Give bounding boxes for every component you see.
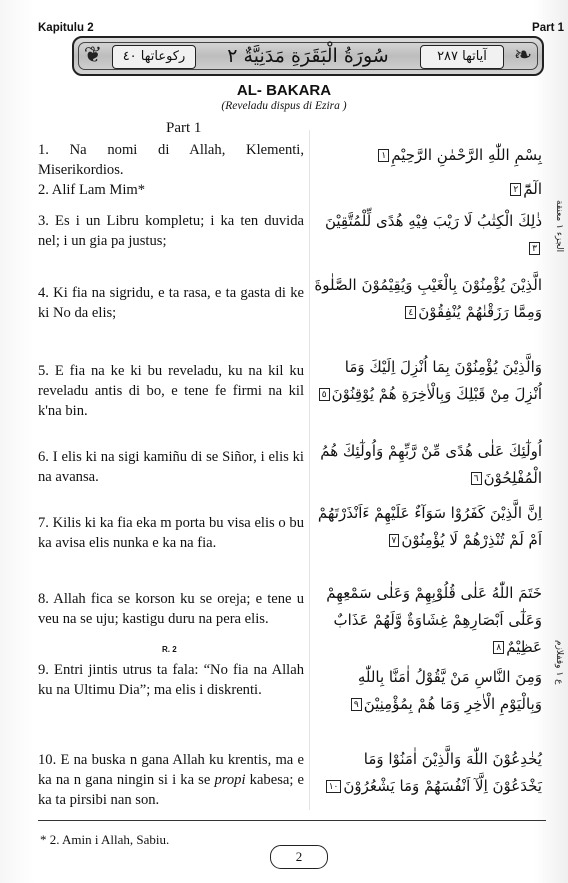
arabic-text: يُخٰدِعُوْنَ اللّٰهَ وَالَّذِيْنَ اٰمَنُوْا وَمَا يَخْدَعُوْنَ اِلَّآ اَنْفُسَهُمْ وَمَا يَشْعُرُوْنَ: [343, 750, 542, 795]
verse-number-box: ٩: [351, 698, 362, 711]
verse-2: 2. Alif Lam Mim*: [38, 182, 146, 198]
chapter-header: Kapitulu 2: [38, 22, 94, 34]
arabic-verse-7: [314, 500, 542, 554]
arabic-text: وَمِنَ النَّاسِ مَنْ يَّقُوْلُ اٰمَنَّا بِاللّٰهِ وَبِالْيَوْمِ الْاٰخِرِ وَمَا هُمْ بِمُؤْمِنِيْنَ: [357, 668, 542, 713]
verse-number-box: ٦: [471, 472, 482, 485]
verse-number-box: ١٠: [326, 780, 342, 793]
verse-9: 9. Entri jintis utrus ta fala: “No fia na Allah ku na Ultimu Dia”; ma elis i diskrenti.: [38, 662, 304, 698]
sura-title-arabic: سُورَةُ الْبَقَرَةِ مَدَنِيَّةٌ ٢: [227, 45, 389, 67]
arabic-verse-8: [314, 580, 542, 661]
arabic-verse-1: [314, 142, 542, 169]
verse-number-box: ٤: [405, 306, 416, 319]
sura-subtitle: (Reveladu dispus di Ezira ): [221, 100, 347, 112]
arabic-verse-9: [314, 664, 542, 718]
verse-10-italic: propi: [214, 772, 246, 788]
verse-3: 3. Es i un Libru kompletu; i ka ten duvida nel; i un gia pa justus;: [38, 213, 304, 249]
verse-8: 8. Allah fica se korson ku se oreja; e tene u veu na se uju; kastigu duru na pera elis.: [38, 591, 304, 627]
verse-number-box: ٣: [529, 242, 540, 255]
verse-10-text-b: kabesa; e ka ta pirsibi nan son.: [38, 772, 304, 808]
margin-note-upper: الجزء ١ معنقة: [554, 200, 564, 253]
page-number: 2: [270, 845, 328, 869]
arabic-text: الٓمّٓ: [523, 180, 542, 198]
ornament-right-icon: ❧: [513, 42, 533, 67]
arabic-text: ذٰلِكَ الْكِتٰبُ لَا رَيْبَ فِيْهِ هُدًى لِّلْمُتَّقِيْنَ: [324, 212, 542, 230]
arabic-verse-10: [314, 746, 542, 800]
margin-note-lower: ع ١ وقفلازم: [554, 640, 564, 685]
verse-10-text-a: 10. E na buska n gana Allah ku krentis, ma e ka na n gana ningin si i ka se: [38, 752, 304, 788]
ruku-count-box: ركوعاتها ٤٠: [112, 45, 196, 69]
arabic-verse-2: [314, 176, 542, 203]
verse-7: 7. Kilis ki ka fia eka m porta bu visa elis o bu ka avisa elis nunka e ka na fia.: [38, 515, 304, 551]
part-header: Part 1: [532, 22, 564, 34]
part-label: Part 1: [166, 120, 202, 136]
verse-number-box: ٥: [319, 388, 330, 401]
sura-banner: [72, 36, 544, 76]
arabic-verse-4: [314, 272, 542, 326]
arabic-verse-5: [314, 354, 542, 408]
verse-10: [38, 750, 304, 810]
verse-5: 5. E fia na ke ki bu reveladu, ku na kil ku reveladu antis di bo, e tene fe firmi na kil k'na bin.: [38, 363, 304, 419]
arabic-verse-3: [314, 208, 542, 262]
footnote-rule: [38, 820, 546, 821]
verse-6: 6. I elis ki na sigi kamiñu di se Siñor, i elis ki na avansa.: [38, 449, 304, 485]
verse-number-box: ٨: [493, 641, 504, 654]
arabic-text: الَّذِيْنَ يُؤْمِنُوْنَ بِالْغَيْبِ وَيُقِيْمُوْنَ الصَّلٰوةَ وَمِمَّا رَزَقْنٰهُمْ يُنْفِقُوْنَ: [314, 276, 542, 321]
verse-number-box: ١: [378, 149, 389, 162]
arabic-text: وَالَّذِيْنَ يُؤْمِنُوْنَ بِمَا اُنْزِلَ اِلَيْكَ وَمَا اُنْزِلَ مِنْ قَبْلِكَ وَبِالْاٰخِرَةِ هُمْ يُوْقِنُوْنَ: [331, 358, 542, 403]
arabic-verse-6: [314, 438, 542, 492]
verse-1: 1. Na nomi di Allah, Klementi, Miserikordios.: [38, 142, 304, 178]
verse-number-box: ٢: [510, 183, 521, 196]
column-divider: [309, 130, 310, 810]
verse-count-box: آياتها ٢٨٧: [420, 45, 504, 69]
arabic-text: خَتَمَ اللّٰهُ عَلٰى قُلُوْبِهِمْ وَعَلٰى سَمْعِهِمْ وَعَلٰٓى اَبْصَارِهِمْ غِشَاوَةٌ وَّلَهُمْ عَذَابٌ عَظِيْمٌ: [326, 584, 542, 656]
ornament-left-icon: ❦: [83, 42, 103, 67]
arabic-text: بِسْمِ اللّٰهِ الرَّحْمٰنِ الرَّحِيْمِ: [391, 146, 542, 164]
ruku-mark: R. 2: [162, 645, 177, 654]
verse-4: 4. Ki fia na sigridu, e ta rasa, e ta gasta di ke ki No da elis;: [38, 285, 304, 321]
arabic-text: اِنَّ الَّذِيْنَ كَفَرُوْا سَوَآءٌ عَلَيْهِمْ ءَاَنْذَرْتَهُمْ اَمْ لَمْ تُنْذِرْهُمْ لَا يُؤْمِنُوْنَ: [317, 504, 542, 549]
arabic-text: اُولٰٓئِكَ عَلٰى هُدًى مِّنْ رَّبِّهِمْ وَاُولٰٓئِكَ هُمُ الْمُفْلِحُوْنَ: [320, 442, 542, 487]
verse-number-box: ٧: [389, 534, 400, 547]
sura-name: AL- BAKARA: [236, 82, 332, 99]
footnote: * 2. Amin i Allah, Sabiu.: [40, 832, 170, 847]
